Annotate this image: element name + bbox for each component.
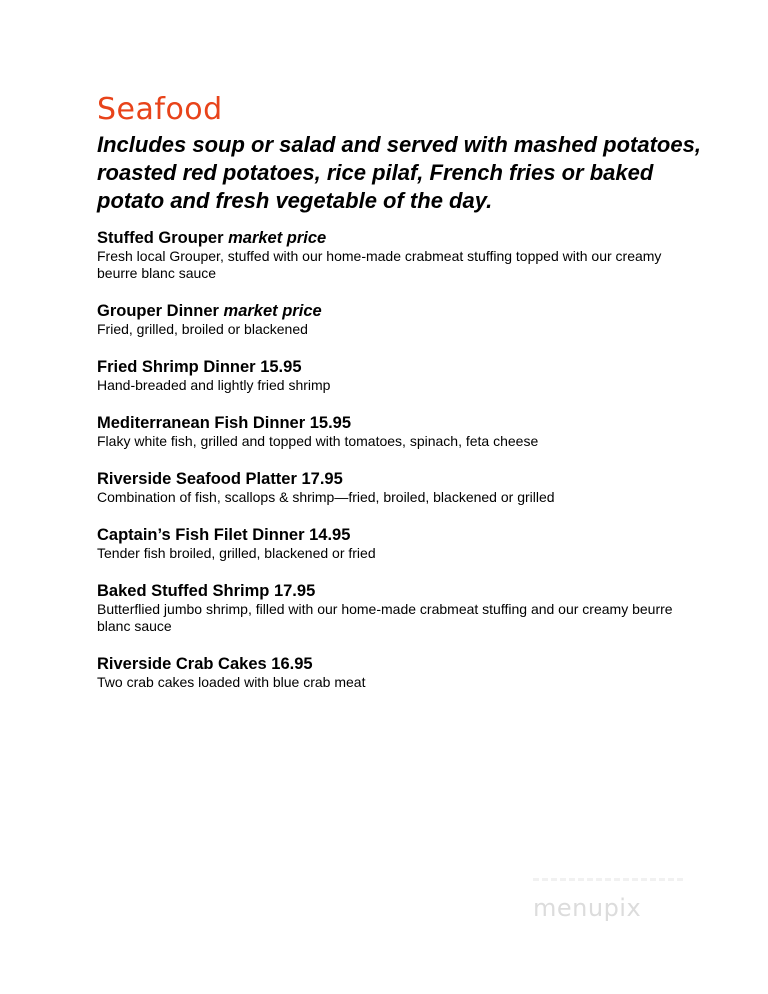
menu-item-description: Fresh local Grouper, stuffed with our home-made crabmeat stuffing topped with our creamy beurre blanc sauce: [97, 248, 662, 281]
menu-item: [97, 413, 697, 450]
menu-item-description: Combination of fish, scallops & shrimp—fried, broiled, blackened or grilled: [97, 489, 555, 505]
menu-item-price: market price: [223, 302, 322, 320]
watermark-logo: menupix: [533, 894, 642, 922]
menu-item-price: market price: [228, 229, 327, 247]
menu-item-description: Butterflied jumbo shrimp, filled with our home-made crabmeat stuffing and our creamy beurre blanc sauce: [97, 601, 673, 634]
menu-item-name: Riverside Crab Cakes: [97, 655, 267, 673]
menu-item-name: Grouper Dinner: [97, 302, 219, 320]
menu-item-description: Tender fish broiled, grilled, blackened or fried: [97, 545, 376, 561]
menu-item-price: 17.95: [301, 470, 343, 488]
section-title: Seafood: [97, 92, 223, 127]
menu-item: [97, 654, 697, 691]
menu-item-price: 17.95: [273, 582, 316, 600]
menu-item-heading: [97, 469, 697, 489]
menu-item-name: Riverside Seafood Platter: [97, 470, 297, 488]
menu-item-heading: [97, 581, 697, 601]
menu-item: [97, 357, 697, 394]
menu-item-heading: [97, 357, 697, 377]
menu-item-name: Mediterranean Fish Dinner: [97, 414, 306, 432]
menu-item-name: Fried Shrimp Dinner: [97, 358, 256, 376]
menu-item-description: Flaky white fish, grilled and topped with tomatoes, spinach, feta cheese: [97, 433, 539, 449]
section-intro: Includes soup or salad and served with mashed potatoes, roasted red potatoes, rice pilaf, French fries or baked potato and fresh vegetable of the day.: [97, 132, 701, 213]
menu-item-name: Baked Stuffed Shrimp: [97, 582, 270, 600]
menu-item-heading: [97, 654, 697, 674]
menu-item-name: Stuffed Grouper: [97, 229, 224, 247]
menu-item-price: 15.95: [260, 358, 302, 376]
menu-item: [97, 228, 697, 282]
menu-item-name: Captain’s Fish Filet Dinner: [97, 526, 305, 544]
menu-item-heading: [97, 413, 697, 433]
menu-item-price: 16.95: [271, 655, 313, 673]
menu-item-heading: [97, 228, 697, 248]
menu-item-heading: [97, 525, 697, 545]
menu-item-description: Two crab cakes loaded with blue crab meat: [97, 674, 366, 690]
menu-item-heading: [97, 301, 697, 321]
menu-item-price: 14.95: [309, 526, 351, 544]
menupix-watermark: [528, 875, 688, 935]
menu-item-description: Hand-breaded and lightly fried shrimp: [97, 377, 331, 393]
menu-item-description: Fried, grilled, broiled or blackened: [97, 321, 308, 337]
menu-item-price: 15.95: [309, 414, 352, 432]
menu-item: [97, 581, 697, 635]
watermark-url-strip: [533, 878, 683, 881]
menu-item: [97, 525, 697, 562]
menu-item-list: [97, 228, 697, 710]
menu-item: [97, 301, 697, 338]
menu-item: [97, 469, 697, 506]
